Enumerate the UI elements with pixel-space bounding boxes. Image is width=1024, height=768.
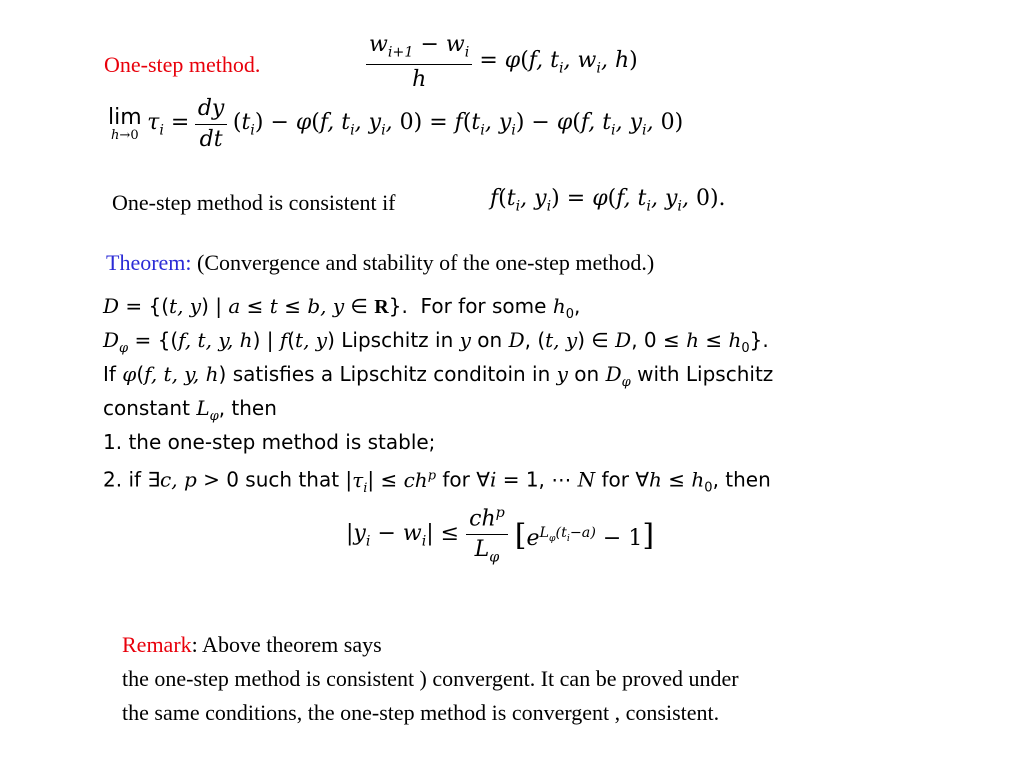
- theorem-line-domain: D = {(t, y) | a ≤ t ≤ b, y ∈ R}. For for some $h_0$,: [103, 294, 581, 322]
- one-step-method-formula: $\frac{w_{i+1} - w_i}{h}$ = φ(f, $t_i$, $w_i$, h): [366, 34, 638, 91]
- theorem-line-domain-phi: $D_\varphi = \{(f$, t, y, h) | f(t, y) Lipschitz in y on D, (t, y) ∈ D, $0 \le h \le h_0$}.: [103, 328, 769, 356]
- one-step-method-label: One-step method.: [104, 52, 261, 77]
- remark-line-2: the one-step method is consistent ) convergent. It can be proved under: [122, 666, 739, 691]
- remark-intro: : Above theorem says: [191, 632, 382, 657]
- remark-line-3: the same conditions, the one-step method is convergent , consistent.: [122, 700, 720, 725]
- theorem-line-constant: constant $L_\varphi$, then: [103, 396, 277, 424]
- theorem-item-1: 1. the one-step method is stable;: [103, 430, 436, 454]
- theorem-heading: [106, 250, 654, 276]
- error-bound-formula: $|y_i - w_i|$ ≤ $\frac{ch^p}{L_\varphi}$ $[e^{L_\varphi(t_i-a)} - 1]$: [346, 505, 655, 566]
- remark-label: Remark: [122, 632, 192, 657]
- limit-truncation-equation: lim h→0 $\tau_i$ = $\frac{dy}{dt}$ $(t_i) - \varphi(f$, $t_i$, $y_i$, $0) = f(t_i$, $y_i) - \varphi(f$, $t_i$, $y_i$, 0): [108, 96, 684, 152]
- theorem-line-lipschitz: If φ(f, t, y, h) satisfies a Lipschitz conditoin in y on $D_\varphi$ with Lipschitz: [103, 362, 774, 390]
- theorem-title: (Convergence and stability of the one-step method.): [197, 250, 655, 275]
- theorem-item-2: 2. if ∃c, p > 0 such that $|\tau_i| \le ch^p$ for ∀i = 1, ⋯ N for ∀h ≤ $h_0$, then: [103, 467, 771, 496]
- consistency-formula: $f(t_i$, $y_i) = \varphi(f$, $t_i$, $y_i$, 0).: [490, 186, 726, 215]
- consistency-text: One-step method is consistent if: [112, 190, 396, 215]
- remark-line-1: [122, 632, 382, 658]
- theorem-label: Theorem:: [106, 250, 192, 275]
